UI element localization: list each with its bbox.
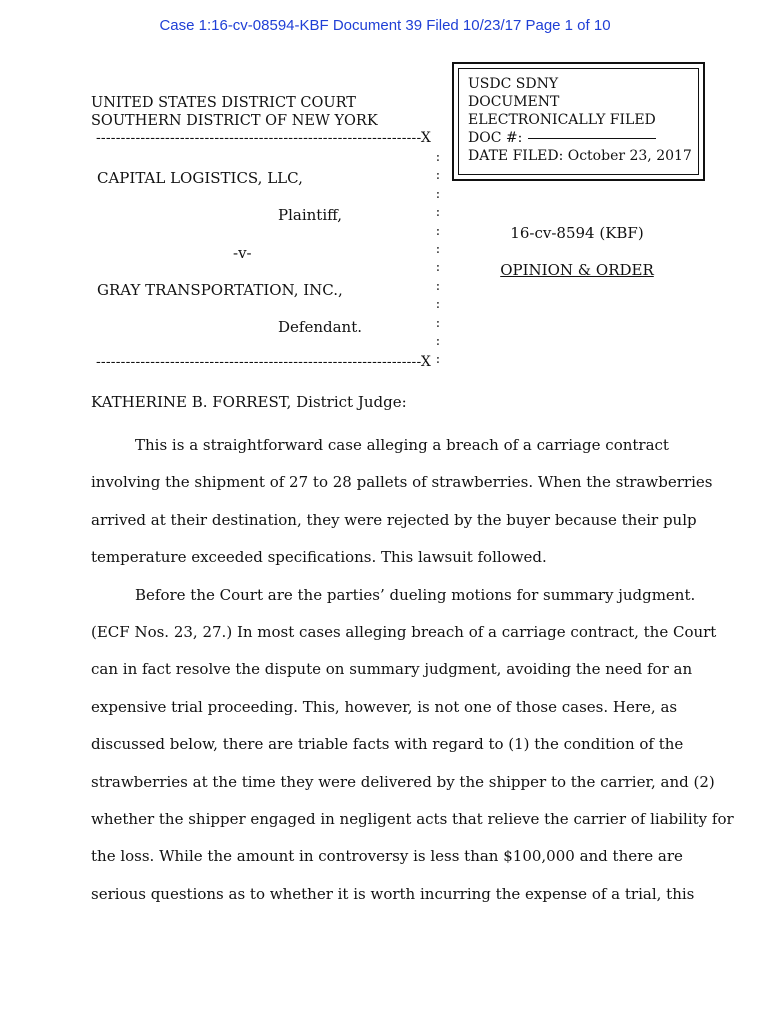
court-line-1: UNITED STATES DISTRICT COURT bbox=[91, 95, 356, 111]
stamp-doc-number bbox=[468, 129, 698, 147]
stamp-line-electronically-filed: ELECTRONICALLY FILED bbox=[468, 112, 656, 128]
plaintiff-role: Plaintiff, bbox=[278, 206, 343, 224]
stamp-line-usdc: USDC SDNY bbox=[468, 76, 559, 92]
body-line: This is a straightforward case alleging a breach of a carriage contract bbox=[135, 436, 669, 454]
stamp-doc-label: DOC #: bbox=[468, 130, 523, 146]
body-line: discussed below, there are triable facts with regard to (1) the condition of the bbox=[91, 735, 684, 754]
body-line: (ECF Nos. 23, 27.) In most cases alleging breach of a carriage contract, the Court bbox=[91, 623, 717, 642]
body-line: serious questions as to whether it is worth incurring the expense of a trial, this bbox=[91, 884, 695, 903]
filing-stamp bbox=[452, 62, 705, 181]
caption-bottom-rule: ------------------------------------------------------------------X bbox=[96, 354, 432, 370]
caption-colon-column: : : : : : : : : : : : : bbox=[435, 150, 441, 368]
document-title: OPINION & ORDER bbox=[500, 261, 654, 279]
defendant-name: GRAY TRANSPORTATION, INC., bbox=[97, 281, 343, 299]
stamp-date-filed: DATE FILED: October 23, 2017 bbox=[468, 148, 692, 164]
body-line: can in fact resolve the dispute on summary judgment, avoiding the need for an bbox=[91, 660, 693, 679]
defendant-role: Defendant. bbox=[278, 318, 362, 336]
body-line: the loss. While the amount in controversy is less than $100,000 and there are bbox=[91, 847, 683, 866]
opinion-body bbox=[91, 427, 734, 913]
body-line: Before the Court are the parties’ dueling motions for summary judgment. bbox=[135, 585, 696, 604]
body-line: temperature exceeded specifications. This lawsuit followed. bbox=[91, 548, 547, 567]
body-line: expensive trial proceeding. This, however, is not one of those cases. Here, as bbox=[91, 697, 678, 716]
judge-line: KATHERINE B. FORREST, District Judge: bbox=[91, 393, 407, 411]
plaintiff-name: CAPITAL LOGISTICS, LLC, bbox=[97, 169, 303, 187]
body-line: arrived at their destination, they were rejected by the buyer because their pulp bbox=[91, 510, 697, 529]
versus-label: -v- bbox=[233, 244, 252, 262]
body-line: strawberries at the time they were delivered by the shipper to the carrier, and (2) bbox=[91, 772, 715, 791]
body-line: whether the shipper engaged in negligent acts that relieve the carrier of liability for bbox=[91, 810, 734, 829]
paragraph-2 bbox=[91, 577, 734, 914]
stamp-line-document: DOCUMENT bbox=[468, 94, 560, 110]
case-header: Case 1:16-cv-08594-KBF Document 39 Filed 10/23/17 Page 1 of 10 bbox=[159, 17, 611, 34]
filing-stamp-inner bbox=[458, 68, 699, 175]
body-line: involving the shipment of 27 to 28 pallets of strawberries. When the strawberries bbox=[91, 473, 713, 492]
caption-top-rule: ------------------------------------------------------------------X bbox=[96, 130, 432, 146]
court-line-2: SOUTHERN DISTRICT OF NEW YORK bbox=[91, 113, 378, 129]
paragraph-1 bbox=[91, 427, 713, 577]
court-name bbox=[91, 94, 378, 130]
stamp-doc-blank bbox=[528, 138, 656, 139]
case-number: 16-cv-8594 (KBF) bbox=[510, 224, 644, 242]
